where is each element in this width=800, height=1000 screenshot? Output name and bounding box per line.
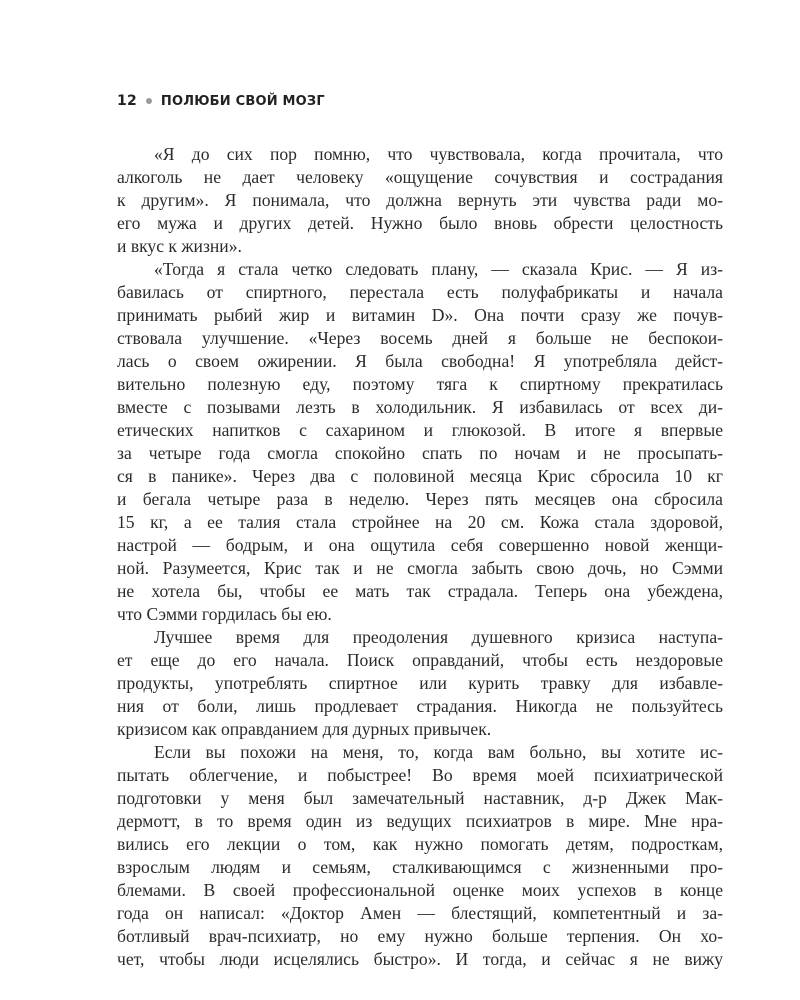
text-line: взрослым людям и семьям, сталкивающимся с жизненными про- [117, 857, 723, 877]
text-line: ния от боли, лишь продлевает страдания. Никогда не пользуйтесь [117, 696, 723, 716]
paragraph [117, 143, 723, 258]
text-line: ствовала улучшение. «Через восемь дней я больше не беспокои- [117, 328, 723, 348]
text-line: подготовки у меня был замечательный наставник, д-р Джек Мак- [117, 788, 723, 808]
text-line: дермотт, в то время один из ведущих психиатров в мире. Мне нра- [117, 811, 723, 831]
running-header [117, 93, 325, 109]
text-line: 15 кг, а ее талия стала стройнее на 20 см. Кожа стала здоровой, [117, 512, 723, 532]
text-line: ботливый врач-психиатр, но ему нужно больше терпения. Он хо- [117, 926, 723, 946]
text-line: ся в панике». Через два с половиной месяца Крис сбросила 10 кг [117, 466, 723, 486]
text-line: пытать облегчение, и побыстрее! Во время моей психиатрической [117, 765, 723, 785]
bullet-separator-icon [146, 98, 152, 104]
page-number: 12 [117, 93, 137, 109]
text-line: что Сэмми гордилась бы ею. [117, 604, 332, 624]
text-line: Лучшее время для преодоления душевного кризиса наступа- [154, 627, 723, 647]
text-line: Если вы похожи на меня, то, когда вам больно, вы хотите ис- [154, 742, 723, 762]
text-line: и вкус к жизни». [117, 236, 242, 256]
text-line: не хотела бы, чтобы ее мать так страдала. Теперь она убеждена, [117, 581, 723, 601]
text-line: вились его лекции о том, как нужно помогать детям, подросткам, [117, 834, 723, 854]
body-text [117, 143, 723, 971]
paragraph [117, 741, 723, 971]
text-line: за четыре года смогла спокойно спать по ночам и не просыпать- [117, 443, 723, 463]
text-line: и бегала четыре раза в неделю. Через пять месяцев она сбросила [117, 489, 723, 509]
text-line: года он написал: «Доктор Амен — блестящий, компетентный и за- [117, 903, 723, 923]
book-title: ПОЛЮБИ СВОЙ МОЗГ [160, 93, 325, 109]
text-line: к другим». Я понимала, что должна вернуть эти чувства ради мо- [117, 190, 723, 210]
text-line: принимать рыбий жир и витамин D». Она почти сразу же почув- [117, 305, 723, 325]
text-line: етических напитков с сахарином и глюкозой. В итоге я впервые [117, 420, 723, 440]
text-line: «Я до сих пор помню, что чувствовала, когда прочитала, что [154, 144, 723, 164]
text-line: «Тогда я стала четко следовать плану, — сказала Крис. — Я из- [154, 259, 723, 279]
text-line: вительно полезную еду, поэтому тяга к спиртному прекратилась [117, 374, 723, 394]
text-line: кризисом как оправданием для дурных привычек. [117, 719, 492, 739]
text-line: лась о своем ожирении. Я была свободна! Я употребляла дейст- [117, 351, 723, 371]
text-line: алкоголь не дает человеку «ощущение сочувствия и сострадания [117, 167, 723, 187]
text-line: ет еще до его начала. Поиск оправданий, чтобы есть нездоровые [117, 650, 723, 670]
text-line: чет, чтобы люди исцелялись быстро». И тогда, и сейчас я не вижу [117, 949, 723, 969]
text-line: блемами. В своей профессиональной оценке моих успехов в конце [117, 880, 723, 900]
text-line: настрой — бодрым, и она ощутила себя совершенно новой женщи- [117, 535, 723, 555]
paragraph [117, 258, 723, 626]
text-line: ной. Разумеется, Крис так и не смогла забыть свою дочь, но Сэмми [117, 558, 723, 578]
text-line: его мужа и других детей. Нужно было вновь обрести целостность [117, 213, 723, 233]
text-line: бавилась от спиртного, перестала есть полуфабрикаты и начала [117, 282, 723, 302]
text-line: вместе с позывами лезть в холодильник. Я избавилась от всех ди- [117, 397, 723, 417]
paragraph [117, 626, 723, 741]
text-line: продукты, употреблять спиртное или курить травку для избавле- [117, 673, 723, 693]
